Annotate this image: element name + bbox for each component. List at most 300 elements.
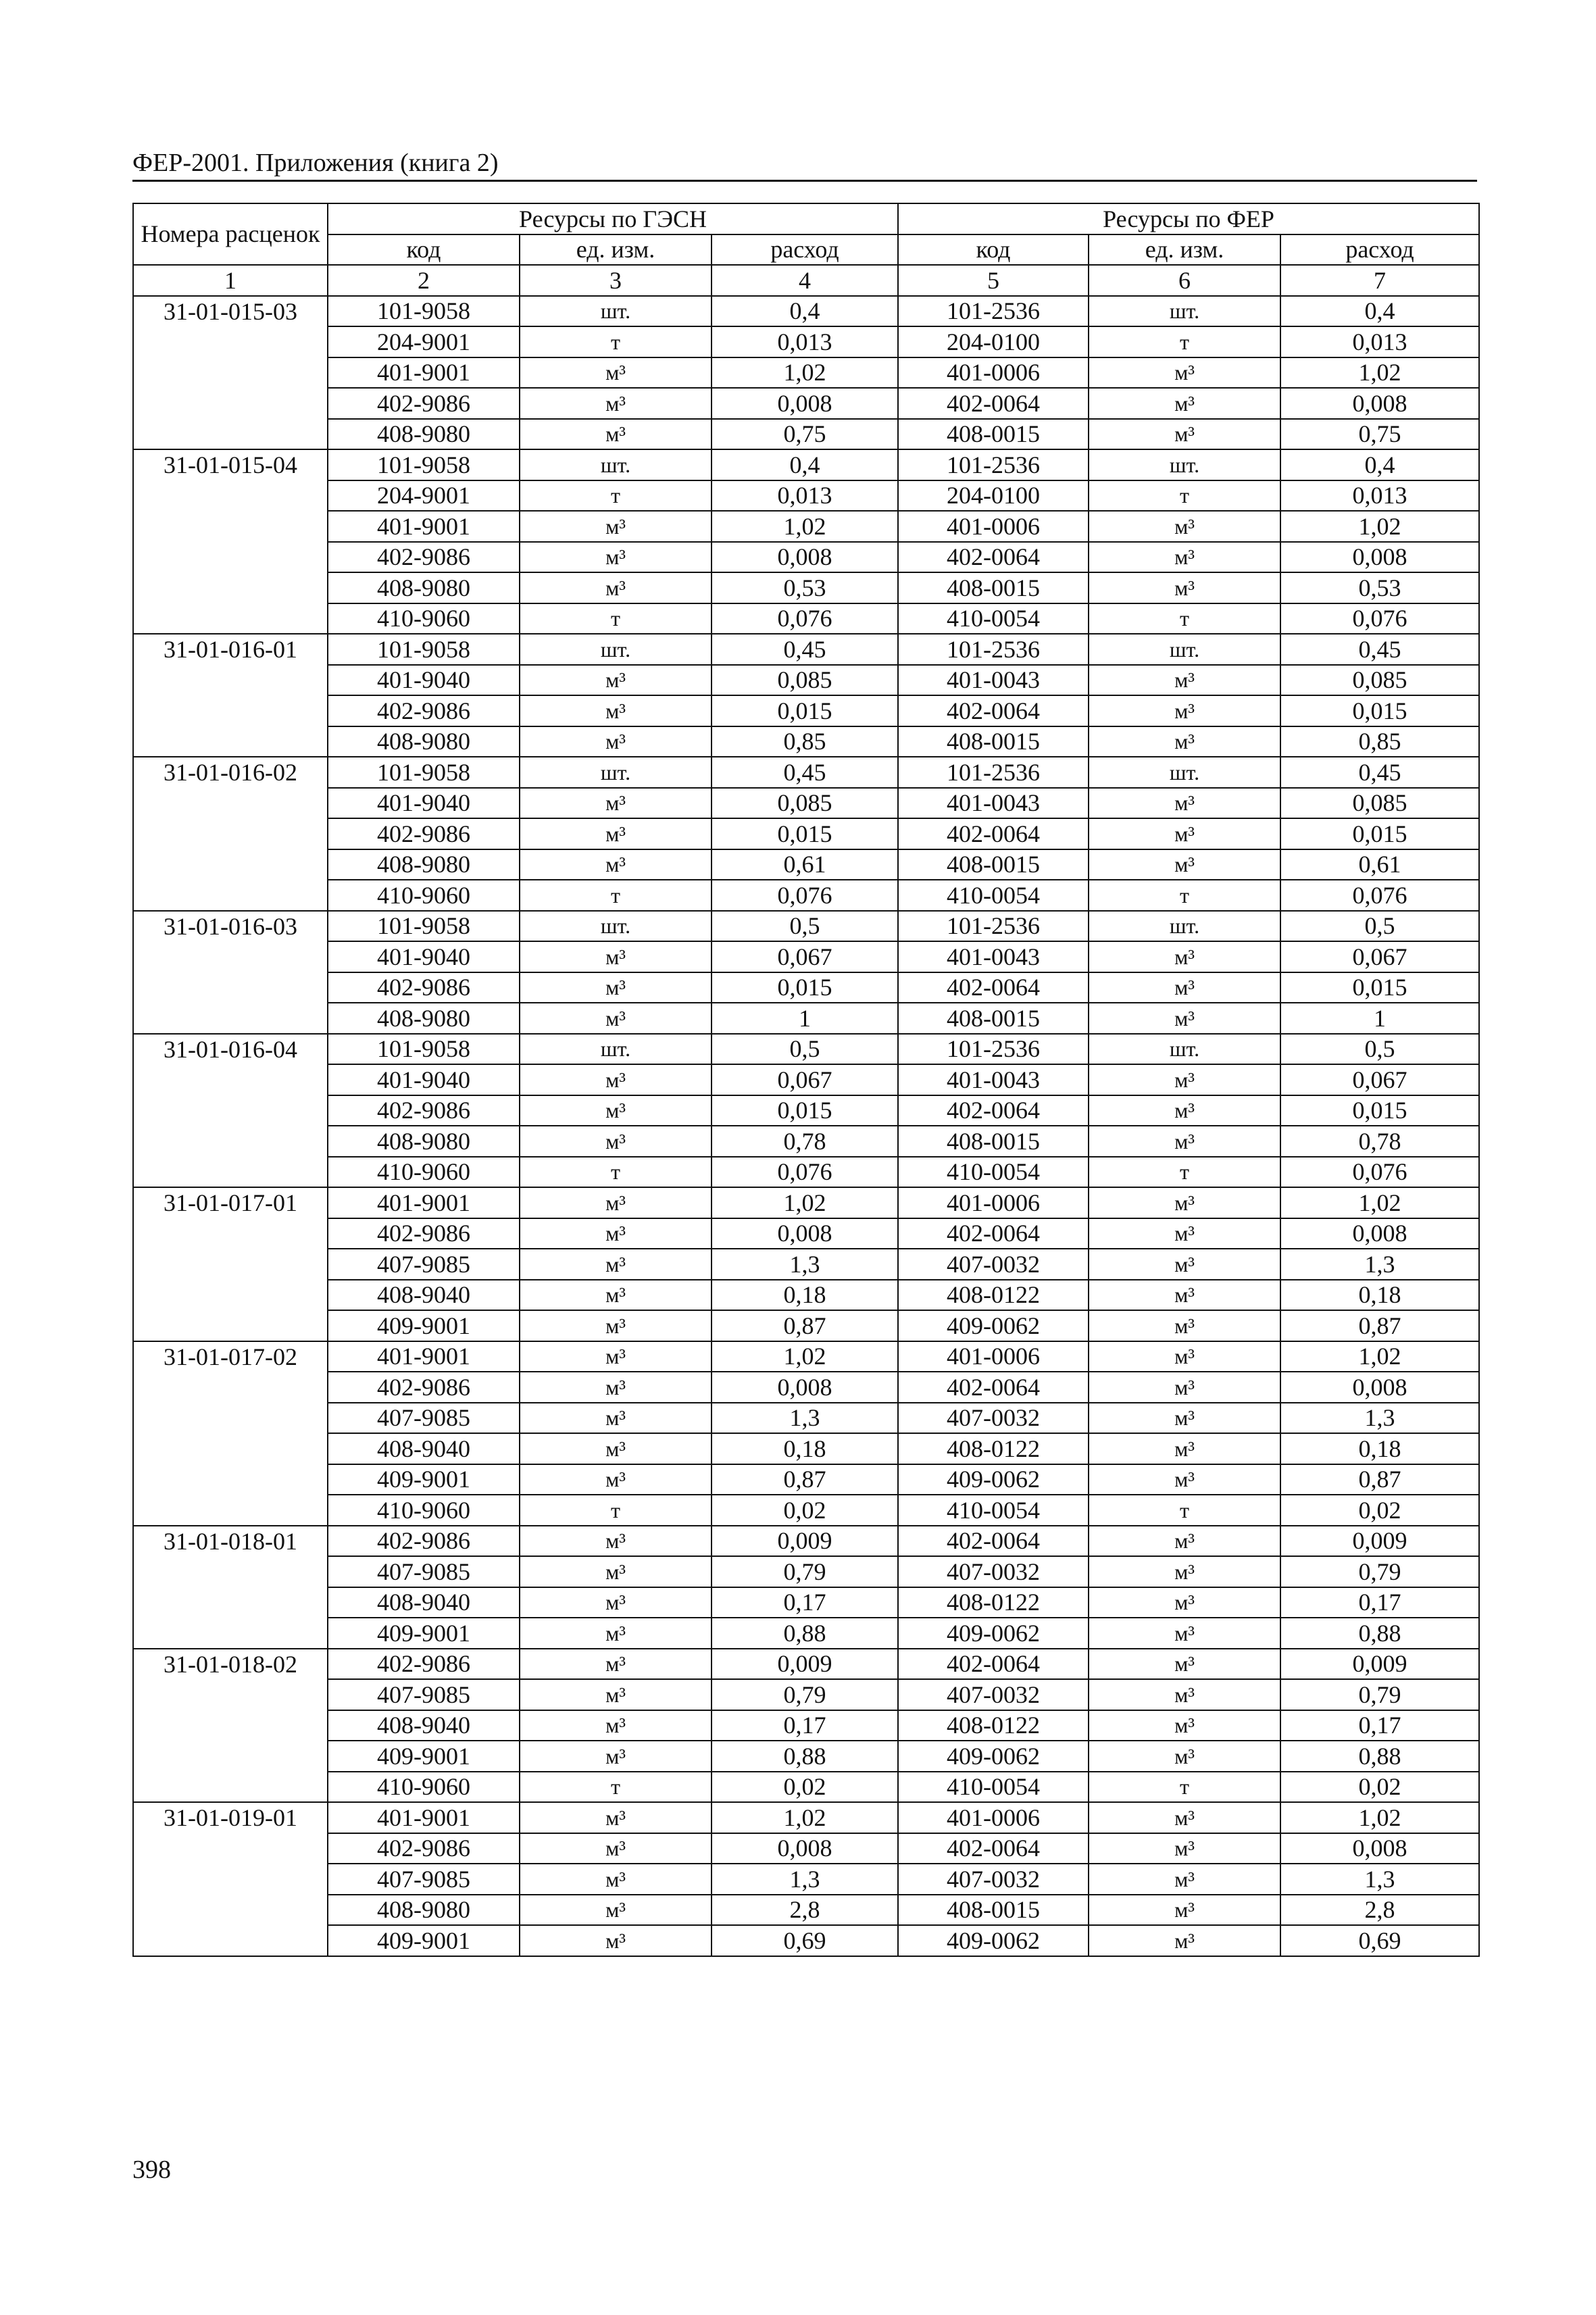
fer-consumption-cell: 0,076	[1280, 1157, 1479, 1188]
table-row	[133, 603, 1479, 634]
gesn-code-cell: 101-9058	[328, 449, 520, 480]
table-row	[133, 695, 1479, 726]
gesn-code-cell: 204-9001	[328, 326, 520, 357]
gesn-consumption-cell: 0,53	[712, 572, 898, 603]
fer-unit-cell: м³	[1089, 972, 1280, 1003]
fer-code-cell: 402-0064	[898, 972, 1089, 1003]
rate-number-cell	[133, 849, 328, 880]
gesn-consumption-cell: 0,067	[712, 1064, 898, 1095]
fer-consumption-cell: 0,61	[1280, 849, 1479, 880]
gesn-code-cell: 402-9086	[328, 695, 520, 726]
gesn-code-cell: 410-9060	[328, 1157, 520, 1188]
fer-code-cell: 402-0064	[898, 695, 1089, 726]
rate-number-cell: 31-01-016-01	[133, 634, 328, 665]
gesn-unit-cell: т	[520, 326, 712, 357]
rate-number-cell	[133, 1833, 328, 1864]
fer-code-cell: 204-0100	[898, 326, 1089, 357]
gesn-consumption-cell: 0,067	[712, 941, 898, 972]
fer-consumption-cell: 0,009	[1280, 1649, 1479, 1680]
gesn-code-cell: 408-9080	[328, 1126, 520, 1157]
fer-unit-cell: м³	[1089, 1618, 1280, 1649]
gesn-consumption-cell: 0,013	[712, 480, 898, 512]
header-divider	[132, 180, 1477, 182]
gesn-consumption-cell: 1,02	[712, 1187, 898, 1218]
fer-consumption-cell: 0,79	[1280, 1679, 1479, 1710]
gesn-unit-cell: м³	[520, 1556, 712, 1587]
page-number: 398	[132, 2156, 171, 2184]
table-row	[133, 1341, 1479, 1372]
fer-code-cell: 409-0062	[898, 1741, 1089, 1772]
fer-consumption-cell: 0,015	[1280, 695, 1479, 726]
gesn-unit-cell: м³	[520, 1433, 712, 1464]
gesn-consumption-cell: 0,015	[712, 695, 898, 726]
gesn-code-cell: 101-9058	[328, 911, 520, 942]
table-row	[133, 1556, 1479, 1587]
gesn-consumption-cell: 0,009	[712, 1526, 898, 1557]
gesn-code-cell: 410-9060	[328, 603, 520, 634]
rate-number-cell	[133, 1403, 328, 1434]
rate-number-cell	[133, 326, 328, 357]
column-header-gesn-code: код	[328, 234, 520, 266]
gesn-code-cell: 402-9086	[328, 1218, 520, 1249]
table-row	[133, 1679, 1479, 1710]
gesn-unit-cell: т	[520, 480, 712, 512]
gesn-consumption-cell: 0,45	[712, 757, 898, 788]
fer-code-cell: 402-0064	[898, 1372, 1089, 1403]
fer-consumption-cell: 0,5	[1280, 911, 1479, 942]
gesn-consumption-cell: 0,076	[712, 603, 898, 634]
table-row	[133, 357, 1479, 389]
fer-code-cell: 101-2536	[898, 449, 1089, 480]
gesn-code-cell: 408-9040	[328, 1587, 520, 1618]
fer-consumption-cell: 0,85	[1280, 726, 1479, 757]
gesn-unit-cell: м³	[520, 1587, 712, 1618]
rate-number-cell	[133, 511, 328, 542]
fer-code-cell: 401-0043	[898, 1064, 1089, 1095]
fer-consumption-cell: 0,88	[1280, 1741, 1479, 1772]
gesn-consumption-cell: 1,3	[712, 1403, 898, 1434]
gesn-unit-cell: м³	[520, 1864, 712, 1895]
gesn-consumption-cell: 0,69	[712, 1925, 898, 1956]
rate-number-cell: 31-01-015-03	[133, 296, 328, 327]
fer-consumption-cell: 0,69	[1280, 1925, 1479, 1956]
gesn-unit-cell: м³	[520, 419, 712, 450]
rate-number-cell: 31-01-018-02	[133, 1649, 328, 1680]
gesn-unit-cell: шт.	[520, 296, 712, 327]
gesn-unit-cell: т	[520, 1495, 712, 1526]
fer-consumption-cell: 0,79	[1280, 1556, 1479, 1587]
gesn-consumption-cell: 1,02	[712, 1802, 898, 1833]
fer-unit-cell: м³	[1089, 1433, 1280, 1464]
gesn-unit-cell: шт.	[520, 1034, 712, 1065]
fer-unit-cell: м³	[1089, 1925, 1280, 1956]
fer-consumption-cell: 2,8	[1280, 1895, 1479, 1926]
table-row	[133, 726, 1479, 757]
fer-code-cell: 402-0064	[898, 1833, 1089, 1864]
fer-code-cell: 101-2536	[898, 911, 1089, 942]
fer-consumption-cell: 0,87	[1280, 1464, 1479, 1495]
fer-unit-cell: м³	[1089, 1249, 1280, 1280]
rate-number-cell	[133, 880, 328, 911]
fer-code-cell: 408-0015	[898, 1895, 1089, 1926]
fer-code-cell: 408-0015	[898, 1003, 1089, 1034]
gesn-code-cell: 402-9086	[328, 542, 520, 573]
table-row	[133, 1003, 1479, 1034]
gesn-code-cell: 408-9080	[328, 1003, 520, 1034]
fer-code-cell: 409-0062	[898, 1925, 1089, 1956]
rate-number-cell	[133, 1679, 328, 1710]
column-index: 2	[328, 265, 520, 296]
gesn-code-cell: 101-9058	[328, 757, 520, 788]
fer-unit-cell: м³	[1089, 1126, 1280, 1157]
gesn-unit-cell: м³	[520, 357, 712, 389]
fer-unit-cell: шт.	[1089, 634, 1280, 665]
fer-consumption-cell: 0,5	[1280, 1034, 1479, 1065]
fer-unit-cell: шт.	[1089, 757, 1280, 788]
fer-consumption-cell: 1,02	[1280, 511, 1479, 542]
gesn-unit-cell: м³	[520, 1249, 712, 1280]
fer-unit-cell: м³	[1089, 1895, 1280, 1926]
gesn-consumption-cell: 0,013	[712, 326, 898, 357]
gesn-code-cell: 409-9001	[328, 1464, 520, 1495]
gesn-code-cell: 407-9085	[328, 1249, 520, 1280]
gesn-unit-cell: м³	[520, 1310, 712, 1341]
table-row	[133, 1649, 1479, 1680]
gesn-code-cell: 204-9001	[328, 480, 520, 512]
gesn-consumption-cell: 0,015	[712, 1095, 898, 1126]
fer-consumption-cell: 1,02	[1280, 1341, 1479, 1372]
gesn-consumption-cell: 0,17	[712, 1710, 898, 1741]
fer-code-cell: 407-0032	[898, 1864, 1089, 1895]
table-row	[133, 1710, 1479, 1741]
fer-consumption-cell: 0,008	[1280, 1218, 1479, 1249]
fer-consumption-cell: 0,4	[1280, 449, 1479, 480]
gesn-code-cell: 407-9085	[328, 1556, 520, 1587]
column-index: 6	[1089, 265, 1280, 296]
gesn-unit-cell: м³	[520, 1064, 712, 1095]
table-row	[133, 449, 1479, 480]
fer-consumption-cell: 0,013	[1280, 480, 1479, 512]
fer-code-cell: 401-0006	[898, 511, 1089, 542]
fer-unit-cell: м³	[1089, 1864, 1280, 1895]
fer-consumption-cell: 0,015	[1280, 1095, 1479, 1126]
fer-consumption-cell: 0,02	[1280, 1495, 1479, 1526]
table-row	[133, 1433, 1479, 1464]
fer-consumption-cell: 0,17	[1280, 1587, 1479, 1618]
fer-unit-cell: т	[1089, 480, 1280, 512]
rate-number-cell	[133, 572, 328, 603]
table-row	[133, 1833, 1479, 1864]
fer-consumption-cell: 0,076	[1280, 603, 1479, 634]
fer-code-cell: 407-0032	[898, 1679, 1089, 1710]
table-row	[133, 1372, 1479, 1403]
gesn-consumption-cell: 1,02	[712, 511, 898, 542]
fer-consumption-cell: 1,3	[1280, 1864, 1479, 1895]
fer-code-cell: 402-0064	[898, 1526, 1089, 1557]
table-row	[133, 542, 1479, 573]
rate-number-cell	[133, 665, 328, 696]
gesn-code-cell: 101-9058	[328, 634, 520, 665]
gesn-consumption-cell: 1,02	[712, 357, 898, 389]
fer-unit-cell: м³	[1089, 1710, 1280, 1741]
gesn-consumption-cell: 1	[712, 1003, 898, 1034]
gesn-consumption-cell: 0,78	[712, 1126, 898, 1157]
rate-number-cell	[133, 1433, 328, 1464]
gesn-unit-cell: шт.	[520, 911, 712, 942]
fer-code-cell: 409-0062	[898, 1618, 1089, 1649]
rate-number-cell: 31-01-018-01	[133, 1526, 328, 1557]
table-row	[133, 788, 1479, 819]
fer-unit-cell: т	[1089, 1772, 1280, 1803]
column-index: 1	[133, 265, 328, 296]
gesn-code-cell: 101-9058	[328, 1034, 520, 1065]
gesn-consumption-cell: 0,015	[712, 818, 898, 849]
table-row	[133, 1249, 1479, 1280]
rate-number-cell: 31-01-019-01	[133, 1802, 328, 1833]
fer-consumption-cell: 1,02	[1280, 1187, 1479, 1218]
rate-number-cell	[133, 941, 328, 972]
fer-consumption-cell: 0,067	[1280, 941, 1479, 972]
table-row	[133, 1925, 1479, 1956]
table-row	[133, 1741, 1479, 1772]
table-row	[133, 1618, 1479, 1649]
rate-number-cell	[133, 1495, 328, 1526]
fer-unit-cell: м³	[1089, 1526, 1280, 1557]
fer-code-cell: 408-0122	[898, 1280, 1089, 1311]
fer-unit-cell: м³	[1089, 1218, 1280, 1249]
fer-consumption-cell: 0,02	[1280, 1772, 1479, 1803]
fer-unit-cell: м³	[1089, 849, 1280, 880]
table-row	[133, 972, 1479, 1003]
rate-number-cell: 31-01-017-02	[133, 1341, 328, 1372]
gesn-consumption-cell: 0,79	[712, 1679, 898, 1710]
rate-number-cell	[133, 1925, 328, 1956]
rate-number-cell	[133, 1864, 328, 1895]
column-header-gesn-unit: ед. изм.	[520, 234, 712, 266]
gesn-code-cell: 408-9080	[328, 726, 520, 757]
gesn-unit-cell: м³	[520, 941, 712, 972]
gesn-code-cell: 409-9001	[328, 1741, 520, 1772]
fer-consumption-cell: 1,3	[1280, 1403, 1479, 1434]
fer-consumption-cell: 0,17	[1280, 1710, 1479, 1741]
gesn-consumption-cell: 0,87	[712, 1310, 898, 1341]
table-row	[133, 1126, 1479, 1157]
fer-unit-cell: т	[1089, 603, 1280, 634]
fer-consumption-cell: 1,3	[1280, 1249, 1479, 1280]
column-index: 7	[1280, 265, 1479, 296]
rate-number-cell	[133, 1741, 328, 1772]
fer-code-cell: 408-0015	[898, 726, 1089, 757]
gesn-consumption-cell: 0,87	[712, 1464, 898, 1495]
rate-number-cell	[133, 603, 328, 634]
gesn-consumption-cell: 0,015	[712, 972, 898, 1003]
gesn-code-cell: 409-9001	[328, 1310, 520, 1341]
fer-unit-cell: м³	[1089, 1310, 1280, 1341]
column-header-fer-unit: ед. изм.	[1089, 234, 1280, 266]
table-row	[133, 1280, 1479, 1311]
gesn-consumption-cell: 1,02	[712, 1341, 898, 1372]
fer-consumption-cell: 1,02	[1280, 1802, 1479, 1833]
fer-code-cell: 402-0064	[898, 818, 1089, 849]
rate-number-cell	[133, 1157, 328, 1188]
rate-number-cell	[133, 1249, 328, 1280]
fer-consumption-cell: 0,015	[1280, 818, 1479, 849]
gesn-code-cell: 401-9001	[328, 511, 520, 542]
table-row	[133, 880, 1479, 911]
table-row	[133, 757, 1479, 788]
table-body	[133, 296, 1479, 1956]
gesn-code-cell: 407-9085	[328, 1679, 520, 1710]
table-row	[133, 1157, 1479, 1188]
fer-code-cell: 408-0015	[898, 419, 1089, 450]
gesn-code-cell: 408-9080	[328, 1895, 520, 1926]
table-row	[133, 1587, 1479, 1618]
rate-number-cell	[133, 419, 328, 450]
gesn-code-cell: 101-9058	[328, 296, 520, 327]
fer-unit-cell: м³	[1089, 1372, 1280, 1403]
gesn-code-cell: 401-9040	[328, 1064, 520, 1095]
column-index: 5	[898, 265, 1089, 296]
fer-unit-cell: т	[1089, 1157, 1280, 1188]
rate-number-cell	[133, 1895, 328, 1926]
fer-unit-cell: м³	[1089, 1341, 1280, 1372]
rate-number-cell	[133, 788, 328, 819]
gesn-code-cell: 402-9086	[328, 1372, 520, 1403]
fer-code-cell: 407-0032	[898, 1403, 1089, 1434]
fer-code-cell: 101-2536	[898, 296, 1089, 327]
fer-code-cell: 101-2536	[898, 634, 1089, 665]
fer-code-cell: 101-2536	[898, 757, 1089, 788]
fer-unit-cell: м³	[1089, 665, 1280, 696]
fer-consumption-cell: 0,18	[1280, 1433, 1479, 1464]
fer-code-cell: 409-0062	[898, 1310, 1089, 1341]
fer-code-cell: 101-2536	[898, 1034, 1089, 1065]
gesn-unit-cell: м³	[520, 1403, 712, 1434]
rate-number-cell: 31-01-015-04	[133, 449, 328, 480]
fer-code-cell: 410-0054	[898, 603, 1089, 634]
rate-number-cell	[133, 1618, 328, 1649]
gesn-consumption-cell: 0,4	[712, 449, 898, 480]
fer-unit-cell: шт.	[1089, 296, 1280, 327]
gesn-code-cell: 401-9040	[328, 788, 520, 819]
fer-unit-cell: т	[1089, 326, 1280, 357]
fer-unit-cell: м³	[1089, 1003, 1280, 1034]
fer-unit-cell: т	[1089, 1495, 1280, 1526]
gesn-code-cell: 402-9086	[328, 972, 520, 1003]
gesn-unit-cell: м³	[520, 972, 712, 1003]
fer-code-cell: 401-0043	[898, 665, 1089, 696]
fer-consumption-cell: 0,067	[1280, 1064, 1479, 1095]
fer-unit-cell: м³	[1089, 1802, 1280, 1833]
gesn-code-cell: 401-9001	[328, 1802, 520, 1833]
gesn-code-cell: 402-9086	[328, 1095, 520, 1126]
table-row	[133, 511, 1479, 542]
column-header-gesn-consumption: расход	[712, 234, 898, 266]
fer-unit-cell: м³	[1089, 572, 1280, 603]
gesn-code-cell: 402-9086	[328, 388, 520, 419]
rate-number-cell	[133, 1372, 328, 1403]
fer-consumption-cell: 0,085	[1280, 788, 1479, 819]
fer-consumption-cell: 0,87	[1280, 1310, 1479, 1341]
fer-code-cell: 401-0043	[898, 941, 1089, 972]
gesn-unit-cell: т	[520, 1772, 712, 1803]
gesn-consumption-cell: 0,4	[712, 296, 898, 327]
gesn-unit-cell: м³	[520, 1341, 712, 1372]
fer-code-cell: 410-0054	[898, 1772, 1089, 1803]
rate-number-cell	[133, 1772, 328, 1803]
fer-consumption-cell: 1	[1280, 1003, 1479, 1034]
rate-number-cell	[133, 542, 328, 573]
fer-code-cell: 408-0122	[898, 1710, 1089, 1741]
gesn-consumption-cell: 0,18	[712, 1280, 898, 1311]
fer-unit-cell: м³	[1089, 1587, 1280, 1618]
column-index: 3	[520, 265, 712, 296]
fer-consumption-cell: 0,015	[1280, 972, 1479, 1003]
gesn-unit-cell: м³	[520, 1925, 712, 1956]
fer-code-cell: 408-0122	[898, 1587, 1089, 1618]
gesn-consumption-cell: 0,009	[712, 1649, 898, 1680]
fer-consumption-cell: 0,78	[1280, 1126, 1479, 1157]
fer-code-cell: 402-0064	[898, 542, 1089, 573]
fer-code-cell: 401-0006	[898, 1802, 1089, 1833]
gesn-consumption-cell: 1,3	[712, 1249, 898, 1280]
fer-consumption-cell: 0,53	[1280, 572, 1479, 603]
fer-consumption-cell: 0,008	[1280, 1372, 1479, 1403]
fer-code-cell: 408-0015	[898, 572, 1089, 603]
table-row	[133, 388, 1479, 419]
fer-unit-cell: м³	[1089, 1556, 1280, 1587]
gesn-code-cell: 402-9086	[328, 1649, 520, 1680]
fer-unit-cell: шт.	[1089, 1034, 1280, 1065]
fer-consumption-cell: 0,085	[1280, 665, 1479, 696]
gesn-code-cell: 408-9040	[328, 1433, 520, 1464]
gesn-unit-cell: м³	[520, 849, 712, 880]
fer-consumption-cell: 0,18	[1280, 1280, 1479, 1311]
fer-consumption-cell: 0,008	[1280, 1833, 1479, 1864]
gesn-consumption-cell: 0,5	[712, 1034, 898, 1065]
gesn-code-cell: 410-9060	[328, 880, 520, 911]
table-row	[133, 1218, 1479, 1249]
table-row	[133, 1095, 1479, 1126]
fer-unit-cell: м³	[1089, 695, 1280, 726]
fer-code-cell: 409-0062	[898, 1464, 1089, 1495]
gesn-code-cell: 407-9085	[328, 1403, 520, 1434]
gesn-consumption-cell: 0,45	[712, 634, 898, 665]
table-row	[133, 1310, 1479, 1341]
gesn-consumption-cell: 0,008	[712, 1218, 898, 1249]
gesn-code-cell: 402-9086	[328, 1833, 520, 1864]
fer-unit-cell: м³	[1089, 726, 1280, 757]
table-row	[133, 1772, 1479, 1803]
rate-number-cell	[133, 1095, 328, 1126]
gesn-consumption-cell: 0,88	[712, 1618, 898, 1649]
gesn-unit-cell: шт.	[520, 449, 712, 480]
fer-unit-cell: шт.	[1089, 911, 1280, 942]
gesn-unit-cell: т	[520, 880, 712, 911]
gesn-consumption-cell: 0,02	[712, 1495, 898, 1526]
fer-unit-cell: м³	[1089, 788, 1280, 819]
gesn-unit-cell: м³	[520, 695, 712, 726]
gesn-consumption-cell: 0,008	[712, 1833, 898, 1864]
fer-code-cell: 204-0100	[898, 480, 1089, 512]
rate-number-cell	[133, 1064, 328, 1095]
gesn-consumption-cell: 0,17	[712, 1587, 898, 1618]
gesn-unit-cell: шт.	[520, 634, 712, 665]
rate-number-cell: 31-01-016-02	[133, 757, 328, 788]
gesn-consumption-cell: 0,79	[712, 1556, 898, 1587]
gesn-unit-cell: м³	[520, 1095, 712, 1126]
rate-number-cell	[133, 1280, 328, 1311]
